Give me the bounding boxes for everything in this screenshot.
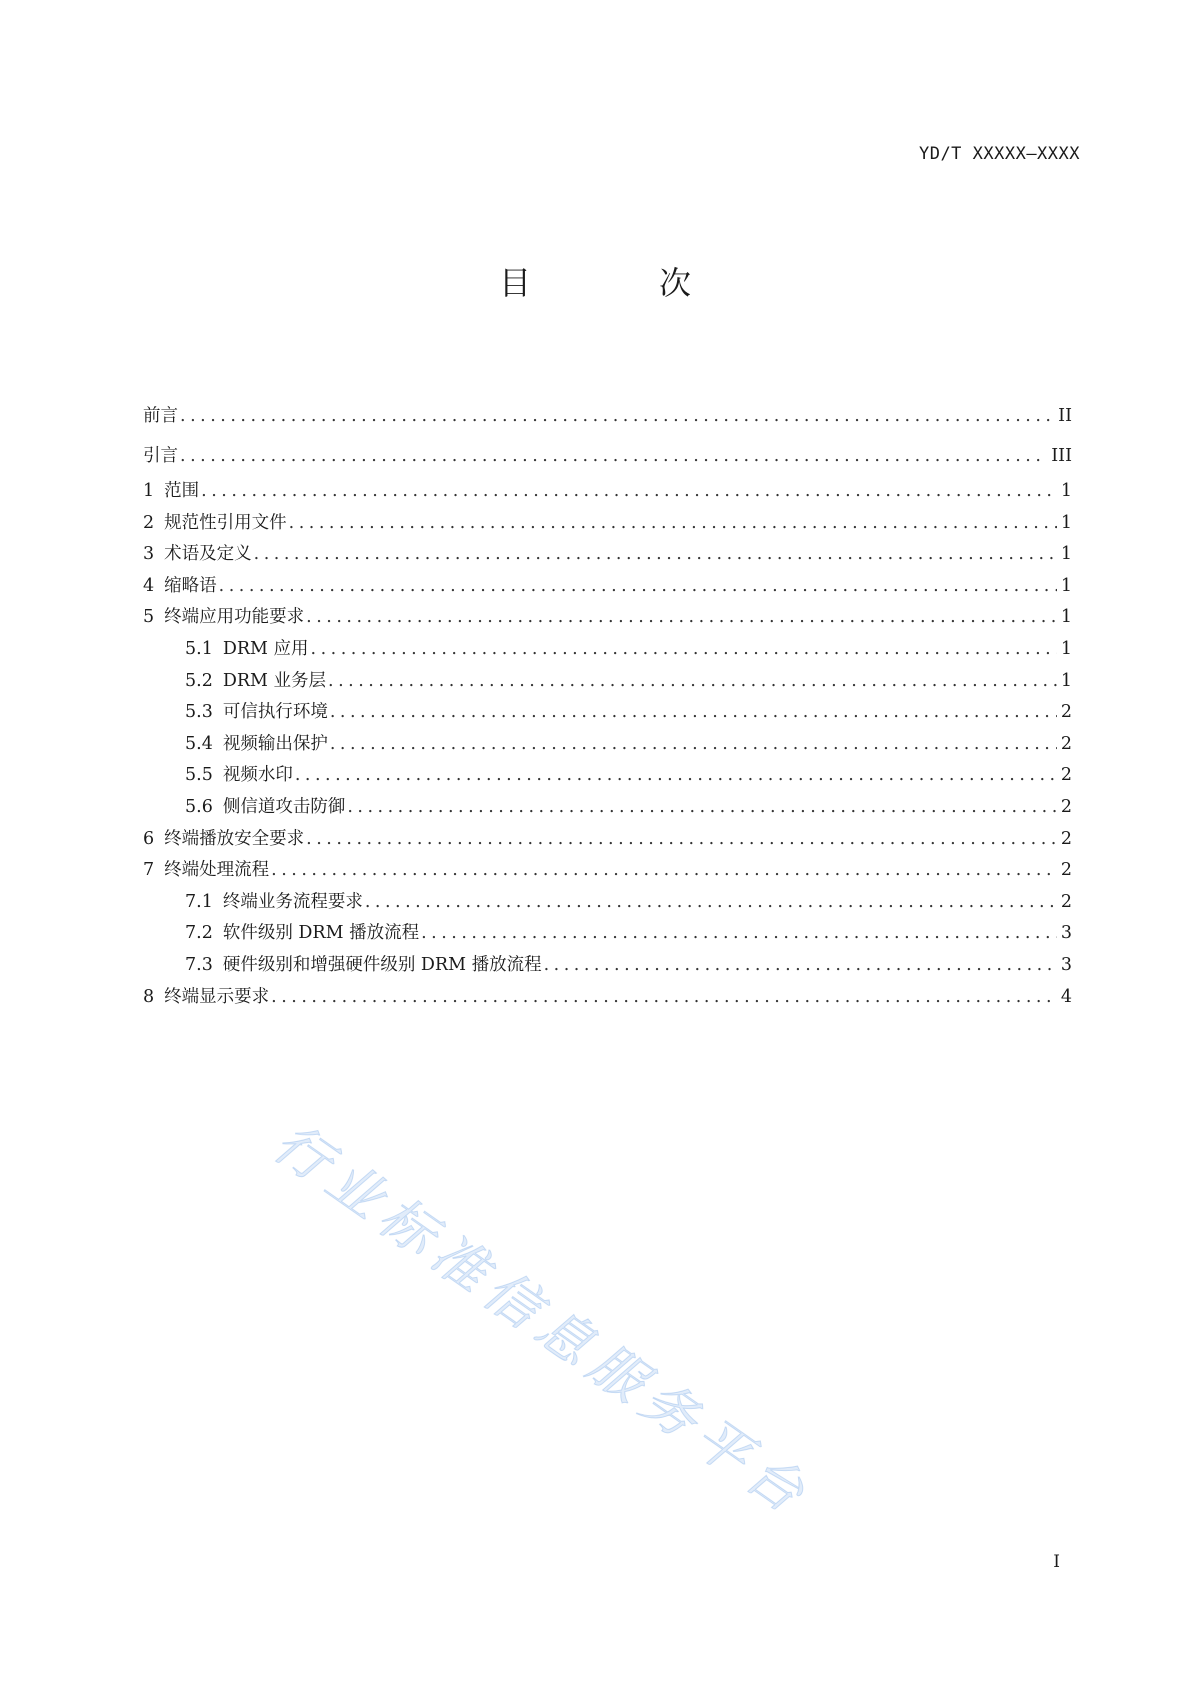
toc-entry-page: 1 [1060,512,1072,533]
toc-dot-leader [421,918,1057,950]
toc-dot-leader [311,634,1057,666]
toc-entry[interactable] [143,824,1072,856]
toc-entry-label: 视频输出保护 [222,733,328,754]
toc-entry-label: 规范性引用文件 [164,512,287,533]
standard-code: YD/T XXXXX—XXXX [918,144,1080,164]
toc-dot-leader [180,396,1054,436]
toc-entry-label: 终端业务流程要求 [222,891,363,912]
toc-dot-leader [180,436,1047,476]
toc-dot-leader [330,729,1057,761]
watermark: 行业标准信息服务平台 [262,1111,823,1530]
toc-entry-number: 5.6 [185,796,213,817]
toc-entry[interactable] [143,918,1072,950]
toc-entry-page: 1 [1060,544,1072,565]
toc-dot-leader [295,760,1057,792]
toc-entry-page: 2 [1060,733,1072,754]
toc-entry-label: 终端应用功能要求 [164,607,305,628]
toc-entry[interactable] [143,982,1072,1014]
toc-entry-number: 7.2 [185,923,213,944]
toc-entry[interactable] [143,887,1072,919]
toc-entry[interactable] [143,396,1072,436]
toc-dot-leader [330,697,1057,729]
toc-entry[interactable] [143,666,1072,698]
toc-entry-number: 6 [143,828,155,849]
toc-entry-label: 前言 [143,406,178,426]
toc-entry-page: 2 [1060,891,1072,912]
toc-dot-leader [306,824,1057,856]
toc-entry-number: 3 [143,544,155,565]
toc-entry-label: 可信执行环境 [222,702,328,723]
toc-entry-number: 5.5 [185,765,213,786]
table-of-contents [143,396,1072,1013]
toc-dot-leader [271,855,1057,887]
toc-entry-page: 4 [1060,986,1072,1007]
toc-dot-leader [271,982,1057,1014]
toc-dot-leader [289,508,1057,540]
toc-entry-label: 范围 [164,481,200,501]
toc-entry-page: 1 [1060,575,1072,596]
toc-entry-label: 硬件级别和增强硬件级别 DRM 播放流程 [222,954,542,975]
toc-entry-label: 视频水印 [222,765,293,786]
toc-entry-label: DRM 业务层 [222,670,327,691]
toc-entry-page: 3 [1060,954,1072,975]
toc-entry-label: 软件级别 DRM 播放流程 [222,923,420,944]
toc-entry[interactable] [143,634,1072,666]
toc-dot-leader [347,792,1057,824]
toc-entry-number: 5.1 [185,638,213,659]
toc-entry-number: 7.1 [185,891,213,912]
toc-entry-label: 终端显示要求 [164,986,270,1007]
toc-entry-page: 1 [1060,607,1072,628]
toc-entry[interactable] [143,436,1072,476]
toc-entry[interactable] [143,571,1072,603]
toc-dot-leader [201,476,1057,508]
toc-entry-label: DRM 应用 [222,638,309,659]
toc-entry[interactable] [143,602,1072,634]
toc-dot-leader [544,950,1057,982]
toc-entry-number: 5.3 [185,702,213,723]
toc-entry-page: 2 [1060,796,1072,817]
toc-entry-number: 8 [143,986,155,1007]
toc-entry[interactable] [143,792,1072,824]
toc-entry[interactable] [143,950,1072,982]
toc-entry-number: 5 [143,607,155,628]
toc-entry-label: 终端处理流程 [164,860,270,881]
toc-entry-label: 侧信道攻击防御 [222,796,346,817]
toc-entry-page: 3 [1060,923,1072,944]
toc-entry[interactable] [143,760,1072,792]
toc-entry-label: 缩略语 [164,575,217,596]
toc-dot-leader [328,666,1057,698]
toc-title: 目 次 [498,264,739,302]
toc-entry-label: 术语及定义 [164,544,252,565]
toc-entry-number: 1 [143,481,155,501]
toc-dot-leader [365,887,1057,919]
toc-entry-page: 2 [1060,860,1072,881]
toc-entry-number: 4 [143,575,155,596]
toc-entry-page: 2 [1060,702,1072,723]
toc-entry-number: 2 [143,512,155,533]
toc-entry[interactable] [143,508,1072,540]
toc-entry-page: 1 [1060,481,1072,501]
toc-entry-number: 7 [143,860,155,881]
toc-dot-leader [254,539,1057,571]
toc-entry-page: 1 [1060,638,1072,659]
toc-entry[interactable] [143,855,1072,887]
toc-entry[interactable] [143,729,1072,761]
toc-entry-page: 2 [1060,828,1072,849]
toc-entry-label: 终端播放安全要求 [164,828,305,849]
toc-entry-page: II [1058,406,1072,426]
page-number: I [1053,1552,1060,1572]
toc-entry-number: 7.3 [185,954,213,975]
toc-entry[interactable] [143,476,1072,508]
toc-entry[interactable] [143,697,1072,729]
toc-entry[interactable] [143,539,1072,571]
toc-entry-number: 5.2 [185,670,213,691]
toc-entry-page: III [1051,446,1072,466]
toc-entry-page: 2 [1060,765,1072,786]
toc-entry-label: 引言 [143,446,178,466]
toc-entry-page: 1 [1060,670,1072,691]
toc-dot-leader [219,571,1057,603]
toc-entry-number: 5.4 [185,733,213,754]
toc-dot-leader [306,602,1057,634]
